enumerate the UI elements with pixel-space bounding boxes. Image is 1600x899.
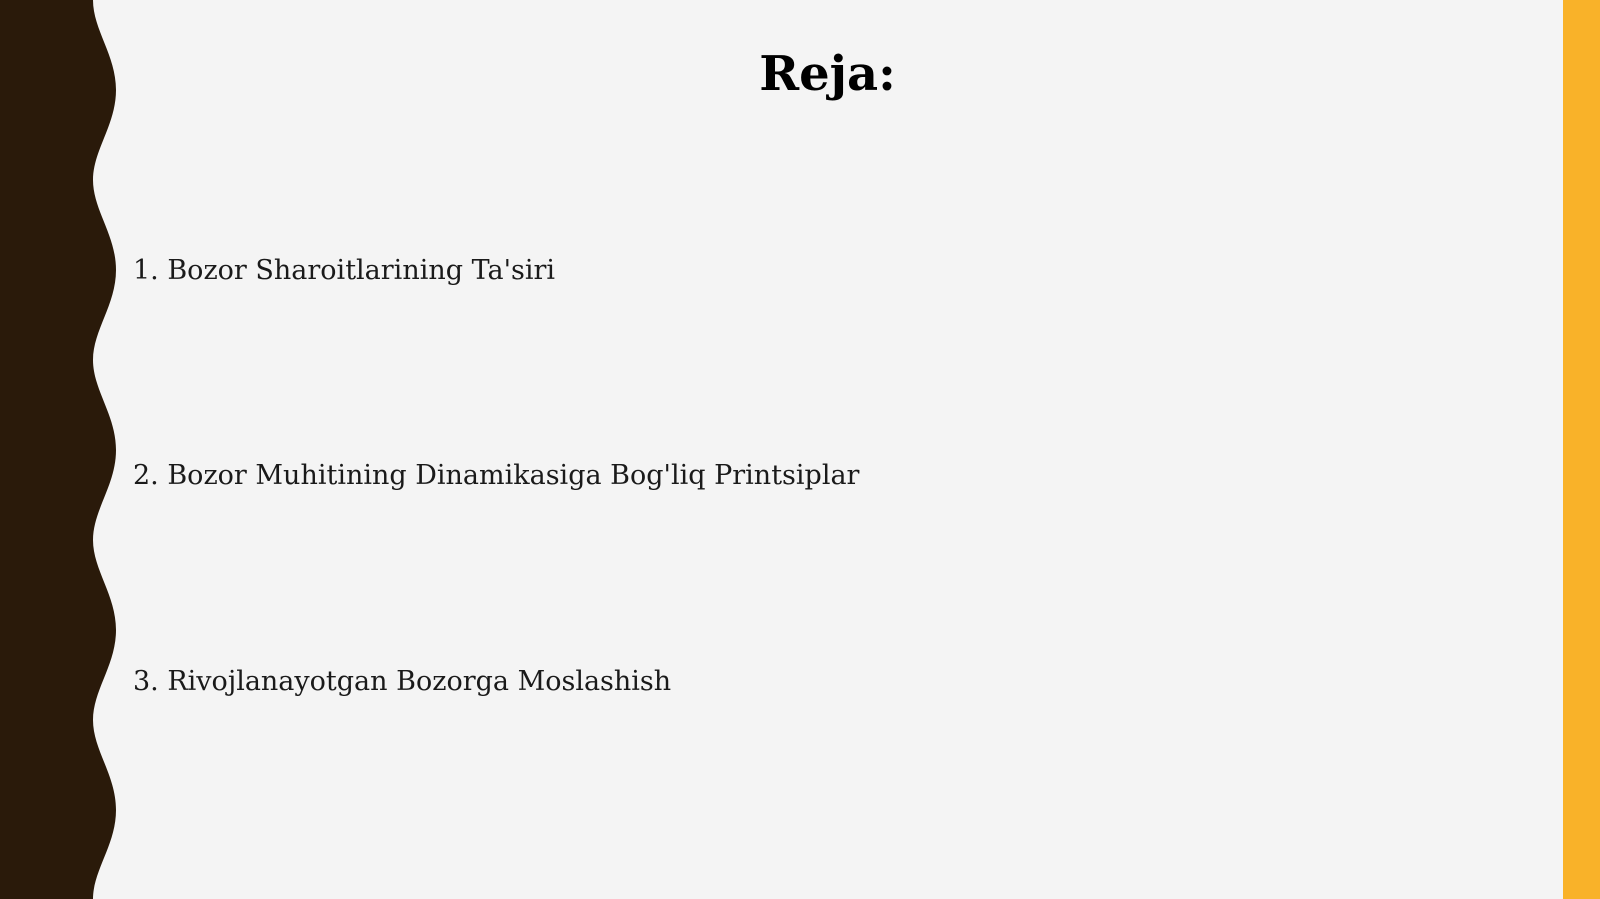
slide-title: Reja: bbox=[759, 46, 896, 102]
plan-item-1: 1. Bozor Sharoitlarining Ta'siri bbox=[133, 255, 556, 286]
plan-item-3: 3. Rivojlanayotgan Bozorga Moslashish bbox=[133, 666, 672, 697]
plan-item-2: 2. Bozor Muhitining Dinamikasiga Bog'liq Printsiplar bbox=[133, 460, 860, 491]
left-wave-decoration bbox=[0, 0, 130, 899]
right-accent-bar bbox=[1563, 0, 1600, 899]
